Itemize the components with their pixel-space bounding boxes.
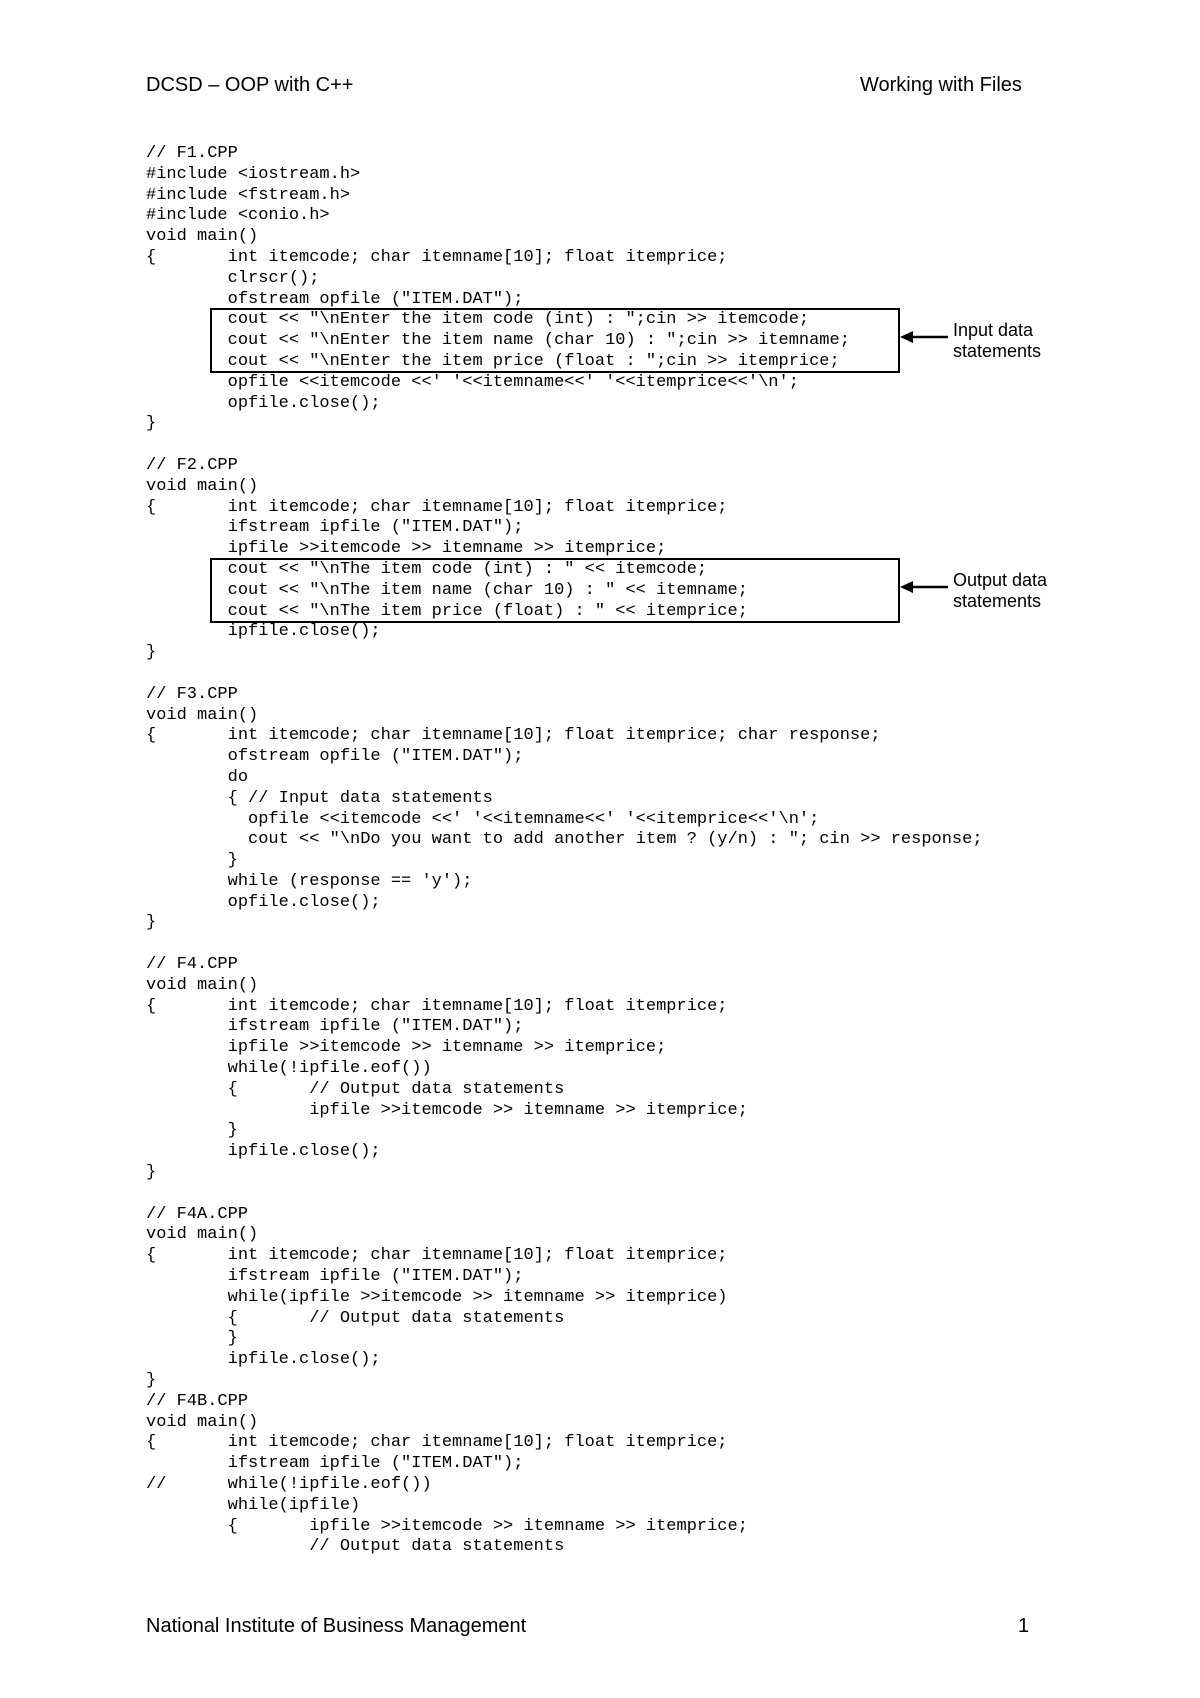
code-line: ipfile >>itemcode >> itemname >> itemprice; [146, 1038, 667, 1058]
code-line: ipfile.close(); [146, 1350, 381, 1370]
code-line [146, 664, 983, 685]
code-line: opfile.close(); [146, 892, 381, 912]
code-line: // while(!ipfile.eof()) [146, 1475, 432, 1494]
code-line: void main() [146, 476, 259, 496]
code-line [146, 934, 983, 955]
input-annotation-line-2: statements [953, 341, 1042, 361]
code-line: opfile <<itemcode <<' '<<itemname<<' '<<itemprice<<'\n'; [146, 372, 799, 392]
code-line: opfile <<itemcode <<' '<<itemname<<' '<<itemprice<<'\n'; [146, 809, 820, 829]
code-line: ifstream ipfile ("ITEM.DAT"); [146, 518, 524, 538]
code-line: do [146, 767, 249, 787]
code-line: ifstream ipfile ("ITEM.DAT"); [146, 1454, 524, 1474]
code-line: ipfile >>itemcode >> itemname >> itemprice; [146, 1100, 748, 1120]
code-line: cout << "\nThe item code (int) : " << itemcode; [146, 559, 708, 579]
output-annotation-line-2: statements [953, 591, 1042, 611]
code-line: // F4A.CPP [146, 1204, 249, 1224]
code-line: // Output data statements [146, 1537, 565, 1557]
code-line: ofstream opfile ("ITEM.DAT"); [146, 289, 524, 309]
code-line: ipfile.close(); [146, 622, 381, 642]
code-line: { // Input data statements [146, 788, 493, 808]
code-line: } [146, 851, 238, 871]
code-line [146, 435, 983, 456]
code-line: { int itemcode; char itemname[10]; float itemprice; [146, 1433, 728, 1453]
code-line: cout << "\nDo you want to add another item ? (y/n) : "; cin >> response; [146, 830, 983, 850]
code-line: } [146, 414, 157, 434]
code-line: void main() [146, 1225, 259, 1245]
output-arrow-icon [900, 580, 950, 594]
code-line: ipfile >>itemcode >> itemname >> itemprice; [146, 539, 667, 559]
footer-institute: National Institute of Business Management [146, 1615, 527, 1637]
code-line: } [146, 1121, 238, 1141]
code-line: while(!ipfile.eof()) [146, 1059, 432, 1079]
code-line: cout << "\nEnter the item code (int) : ";cin >> itemcode; [146, 310, 810, 330]
code-line: #include <iostream.h> [146, 164, 361, 184]
code-line: cout << "\nEnter the item price (float : ";cin >> itemprice; [146, 351, 840, 371]
code-line: void main() [146, 1412, 259, 1432]
input-statements-box [210, 308, 900, 373]
code-line: #include <conio.h> [146, 206, 330, 226]
code-line: ofstream opfile ("ITEM.DAT"); [146, 747, 524, 767]
code-line: // F4B.CPP [146, 1391, 249, 1411]
code-line: } [146, 1163, 157, 1183]
output-annotation [953, 570, 1047, 612]
code-line: ifstream ipfile ("ITEM.DAT"); [146, 1017, 524, 1037]
code-line: // F1.CPP [146, 144, 238, 163]
code-line: // F3.CPP [146, 684, 238, 704]
code-line: void main() [146, 227, 259, 247]
output-annotation-line-1: Output data [953, 570, 1048, 590]
header-course-title: DCSD – OOP with C++ [146, 74, 354, 96]
code-line: } [146, 1371, 157, 1391]
code-line: // F2.CPP [146, 455, 238, 475]
code-line: opfile.close(); [146, 393, 381, 413]
code-line: while(ipfile >>itemcode >> itemname >> itemprice) [146, 1287, 728, 1307]
code-line: { int itemcode; char itemname[10]; float itemprice; [146, 996, 728, 1016]
code-line: void main() [146, 975, 259, 995]
code-line: } [146, 1329, 238, 1349]
header-chapter-title: Working with Files [860, 74, 1022, 96]
code-line: while (response == 'y'); [146, 871, 473, 891]
code-line: // F4.CPP [146, 955, 238, 975]
code-line: ifstream ipfile ("ITEM.DAT"); [146, 1267, 524, 1287]
code-line [146, 1184, 983, 1205]
code-line: cout << "\nThe item price (float) : " << itemprice; [146, 601, 748, 621]
footer-page-number: 1 [1018, 1615, 1030, 1637]
code-line: while(ipfile) [146, 1495, 361, 1515]
code-line: cout << "\nThe item name (char 10) : " << itemname; [146, 580, 748, 600]
code-line: cout << "\nEnter the item name (char 10) : ";cin >> itemname; [146, 331, 850, 351]
code-line: { // Output data statements [146, 1308, 565, 1328]
code-line: { int itemcode; char itemname[10]; float itemprice; char response; [146, 726, 881, 746]
code-line: ipfile.close(); [146, 1142, 381, 1162]
code-line: void main() [146, 705, 259, 725]
output-statements-box [210, 558, 900, 623]
input-annotation [953, 320, 1041, 362]
code-line: { int itemcode; char itemname[10]; float itemprice; [146, 1246, 728, 1266]
code-line: { int itemcode; char itemname[10]; float itemprice; [146, 247, 728, 267]
code-line: { int itemcode; char itemname[10]; float itemprice; [146, 497, 728, 517]
code-line: { // Output data statements [146, 1079, 565, 1099]
code-line: } [146, 643, 157, 663]
input-annotation-line-1: Input data [953, 320, 1034, 340]
code-line: { ipfile >>itemcode >> itemname >> itemprice; [146, 1516, 748, 1536]
code-line: } [146, 913, 157, 933]
input-arrow-icon [900, 330, 950, 344]
code-line: #include <fstream.h> [146, 185, 351, 205]
code-line: clrscr(); [146, 268, 320, 288]
